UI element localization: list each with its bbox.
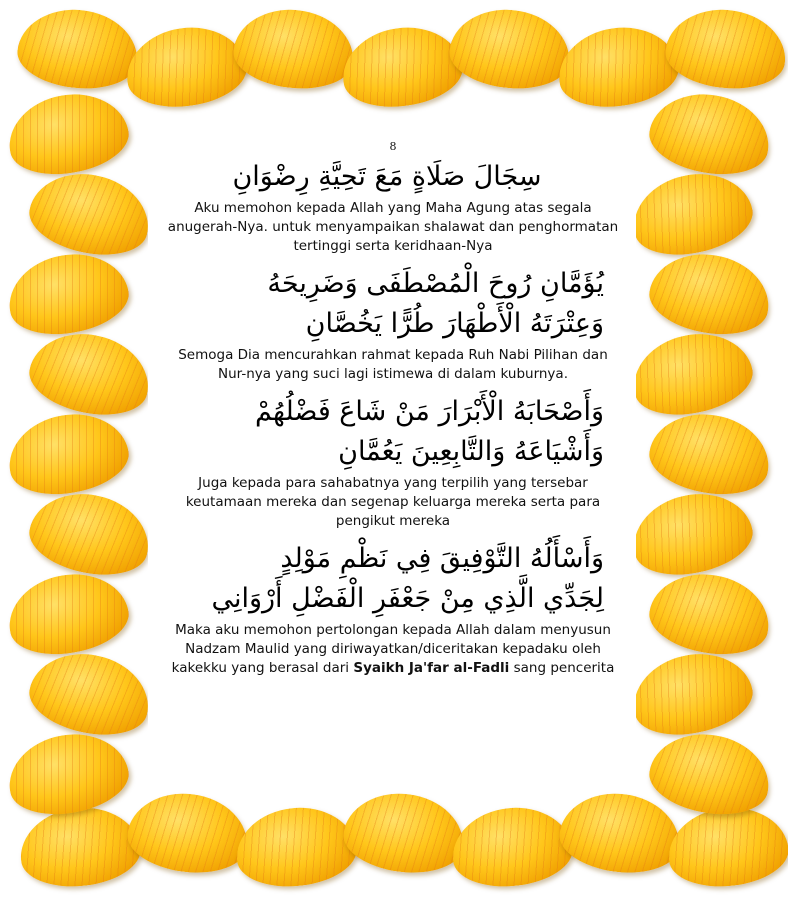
translation-text: Aku memohon kepada Allah yang Maha Agung atas segala anugerah-Nya. untuk menyampaikan shalawat dan penghormatan tertinggi serta keridhaan-Nya [167, 200, 619, 254]
translation-text-start: Maka aku memohon pertolongan kepada Allah dalam menyusun Nadzam Maulid yang diriwayatkan/diceritakan kepadaku oleh kakekku yang berasal dari [171, 622, 611, 676]
petal-decoration [2, 245, 134, 343]
petal-decoration [121, 20, 251, 114]
petal-decoration [23, 643, 157, 744]
petal-decoration [625, 483, 759, 584]
petal-decoration [644, 405, 776, 503]
petal-decoration [23, 163, 157, 264]
petal-decoration [2, 565, 134, 663]
petal-decoration [2, 85, 134, 183]
petal-decoration [644, 565, 776, 663]
petal-decoration [644, 85, 776, 183]
petal-decoration [448, 802, 575, 892]
petal-decoration [124, 787, 253, 879]
petal-decoration [556, 787, 685, 879]
arabic-verse: وَعِتْرَتَهُ الْأَطْهَارَ طُرًّا يَخُصَّانِ [305, 308, 604, 339]
petal-decoration [553, 20, 683, 114]
arabic-verse: وَأَصْحَابَهُ الْأَبْرَارَ مَنْ شَاعَ فَضْلُهُمْ [255, 396, 604, 427]
petal-decoration [664, 802, 788, 892]
petal-decoration [625, 643, 759, 744]
arabic-verse: لِجَدِّي الَّذِي مِنْ جَعْفَرِ الْفَضْلِ أَرْوَانِي [211, 583, 604, 614]
translation-text-end: sang pencerita [509, 660, 615, 676]
translation-text: Semoga Dia mencurahkan rahmat kepada Ruh Nabi Pilihan dan Nur-nya yang suci lagi istimewa di dalam kuburnya. [178, 347, 608, 382]
petal-decoration [23, 323, 157, 424]
petal-decoration [446, 4, 573, 94]
translation-bold-name: Syaikh Ja'far al-Fadli [353, 660, 510, 676]
petal-decoration [644, 245, 776, 343]
petal-decoration [625, 163, 759, 264]
petal-decoration [625, 323, 759, 424]
petal-decoration [230, 4, 357, 94]
arabic-verse: وَأَسْأَلُهُ التَّوْفِيقَ فِي نَظْمِ مَوْلِدٍ [280, 543, 604, 574]
page-number: 8 [389, 140, 397, 153]
petal-decoration [14, 4, 141, 94]
petal-decoration [2, 405, 134, 503]
translation-text: Juga kepada para sahabatnya yang terpilih yang tersebar keutamaan mereka dan segenap keluarga mereka serta para pengikut mereka [185, 475, 601, 529]
petal-decoration [23, 483, 157, 584]
page-content [160, 140, 626, 686]
petal-decoration [2, 725, 134, 823]
arabic-verse: سِجَالَ صَلَاةٍ مَعَ تَحِيَّةِ رِضْوَانِ [232, 161, 542, 192]
petal-decoration [337, 20, 467, 114]
translation-text [166, 621, 620, 678]
arabic-verse: يُؤَمَّانِ رُوحَ الْمُصْطَفَى وَضَرِيحَهُ [267, 268, 604, 299]
petal-decoration [16, 802, 143, 892]
petal-decoration [644, 725, 776, 823]
petal-decoration [340, 787, 469, 879]
petal-decoration [232, 802, 359, 892]
arabic-verse: وَأَشْيَاعَهُ وَالتَّابِعِينَ يَعُمَّانِ [338, 436, 604, 467]
petal-decoration [662, 4, 788, 94]
